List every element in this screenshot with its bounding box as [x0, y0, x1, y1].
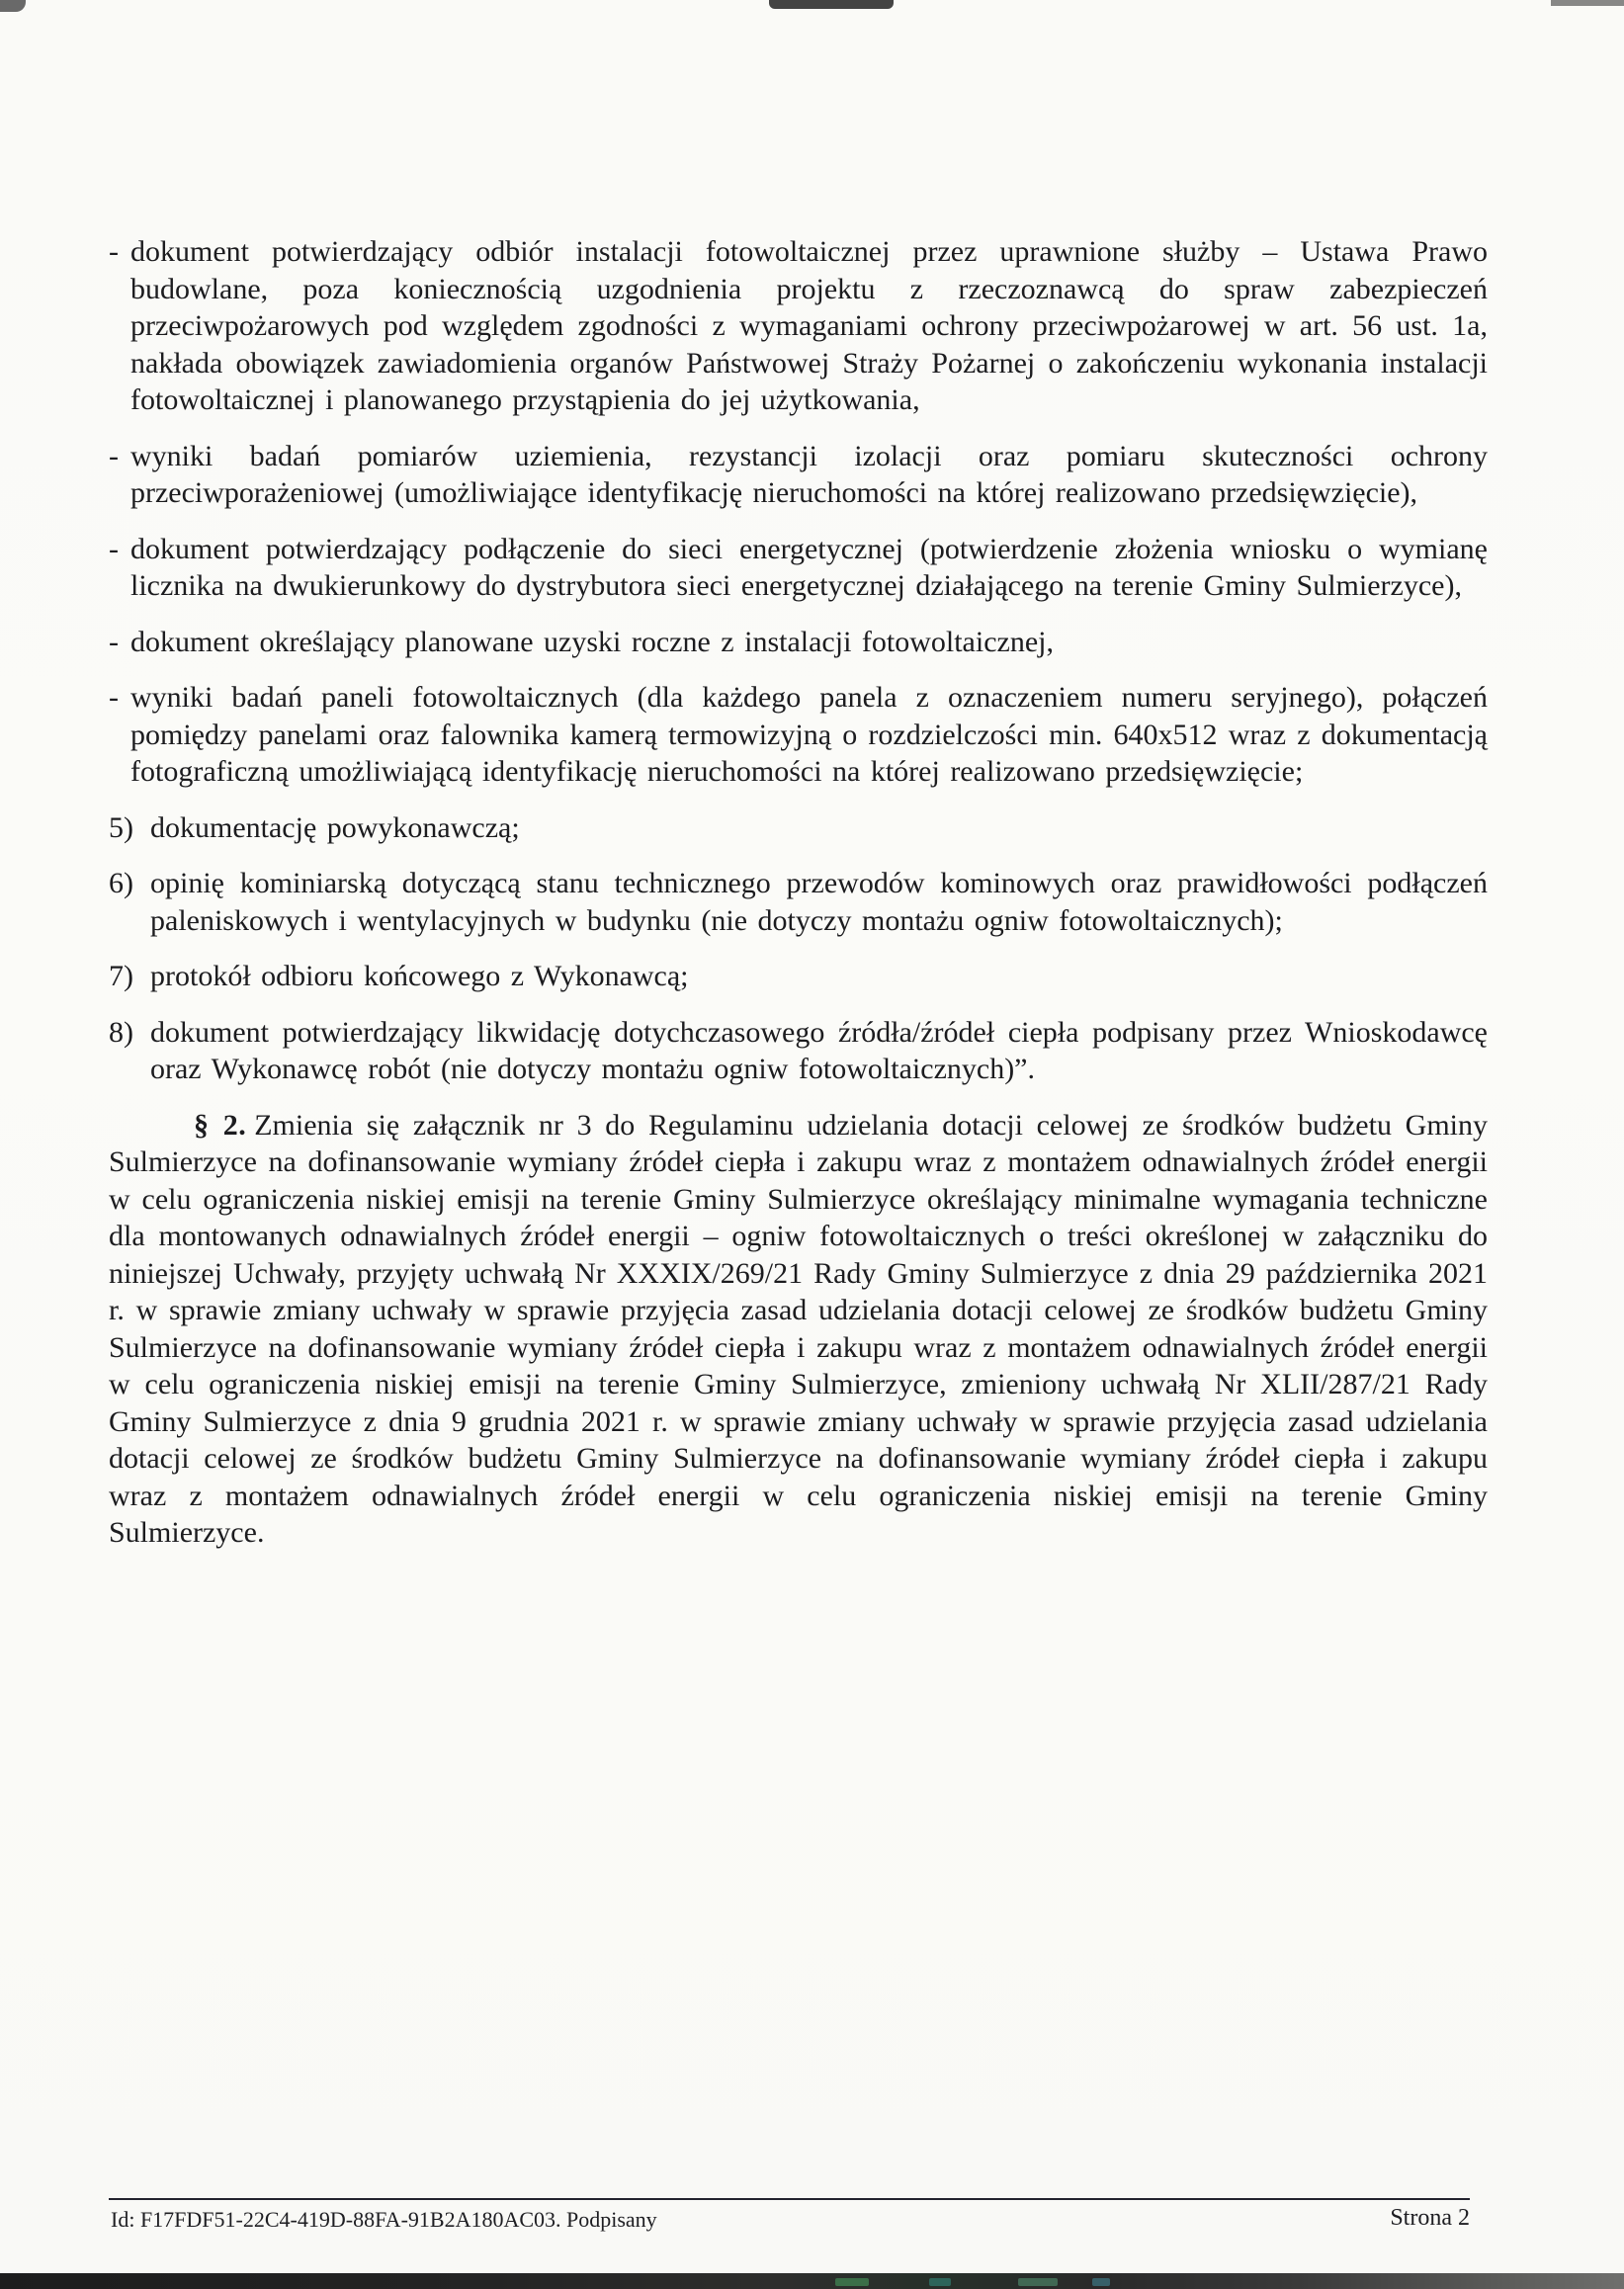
- list-item-numbered: [109, 958, 1488, 995]
- dash-marker: -: [109, 235, 119, 268]
- list-item-dash: [109, 531, 1488, 605]
- footer-document-id: Id: F17FDF51-22C4-419D-88FA-91B2A180AC03. Podpisany: [111, 2207, 657, 2232]
- list-item-numbered: [109, 809, 1488, 847]
- scan-noise-speck: [835, 2278, 869, 2286]
- list-item-text: wyniki badań pomiarów uziemienia, rezystancji izolacji oraz pomiaru skuteczności ochrony przeciwporażeniowej (umożliwiające identyfikację nieruchomości na której realizowano przedsięwzięcie),: [130, 439, 1488, 509]
- item-number: 7): [109, 960, 133, 992]
- list-item-text: dokument potwierdzający likwidację dotychczasowego źródła/źródeł ciepła podpisany przez Wnioskodawcę oraz Wykonawcę robót (nie dotyczy montażu ogniw fotowoltaicznych)”.: [150, 1015, 1488, 1085]
- list-item-text: dokumentację powykonawczą;: [150, 810, 520, 844]
- list-item-numbered: [109, 865, 1488, 939]
- scan-noise-speck: [929, 2278, 951, 2286]
- dash-marker: -: [109, 681, 119, 714]
- document-body: [109, 233, 1488, 1570]
- footer-divider: [109, 2198, 1470, 2200]
- dash-marker: -: [109, 625, 119, 658]
- paragraph-section-2: [109, 1107, 1488, 1552]
- item-number: 5): [109, 810, 133, 844]
- scan-noise-speck: [1018, 2278, 1058, 2286]
- section-text: Zmienia się załącznik nr 3 do Regulaminu udzielania dotacji celowej ze środków budżetu Gminy Sulmierzyce na dofinansowanie wymiany źródeł ciepła i zakupu wraz z montażem odnawialnych źródeł energii w celu ograniczenia niskiej emisji na terenie Gminy Sulmierzyce określający minimalne wymagania techniczne dla montowanych odnawialnych źródeł energii – ogniw fotowoltaicznych o treści określonej w załączniku do niniejszej Uchwały, przyjęty uchwałą Nr XXXIX/269/21 Rady Gminy Sulmierzyce z dnia 29 października 2021 r. w sprawie zmiany uchwały w sprawie przyjęcia zasad udzielania dotacji celowej ze środków budżetu Gminy Sulmierzyce na dofinansowanie wymiany źródeł ciepła i zakupu wraz z montażem odnawialnych źródeł energii w celu ograniczenia niskiej emisji na terenie Gminy Sulmierzyce, zmieniony uchwałą Nr XLII/287/21 Rady Gminy Sulmierzyce z dnia 9 grudnia 2021 r. w sprawie zmiany uchwały w sprawie przyjęcia zasad udzielania dotacji celowej ze środków budżetu Gminy Sulmierzyce na dofinansowanie wymiany źródeł ciepła i zakupu wraz z montażem odnawialnych źródeł energii w celu ograniczenia niskiej emisji na terenie Gminy Sulmierzyce.: [109, 1108, 1489, 1549]
- item-number: 8): [109, 1015, 133, 1049]
- list-item-text: dokument potwierdzający odbiór instalacji fotowoltaicznej przez uprawnione służby – Ustawa Prawo budowlane, poza koniecznością uzgodnienia projektu z rzeczoznawcą do spraw zabezpieczeń przeciwpożarowych pod względem zgodności z wymaganiami ochrony przeciwpożarowej w art. 56 ust. 1a, nakłada obowiązek zawiadomienia organów Państwowej Straży Pożarnej o zakończeniu wykonania instalacji fotowoltaicznej i planowanego przystąpienia do jej użytkowania,: [130, 235, 1488, 416]
- list-item-dash: [109, 233, 1488, 419]
- list-item-text: protokół odbioru końcowego z Wykonawcą;: [150, 960, 689, 992]
- footer-page-number: Strona 2: [1390, 2205, 1470, 2231]
- dash-marker: -: [109, 439, 119, 472]
- list-item-text: opinię kominiarską dotyczącą stanu technicznego przewodów kominowych oraz prawidłowości podłączeń paleniskowych i wentylacyjnych w budynku (nie dotyczy montażu ogniw fotowoltaicznych);: [150, 867, 1488, 937]
- list-item-numbered: [109, 1014, 1488, 1088]
- list-item-dash: [109, 679, 1488, 791]
- list-item-dash: [109, 438, 1488, 512]
- scan-artifact-top-left: [0, 0, 26, 12]
- dash-marker: -: [109, 532, 119, 565]
- list-item-text: wyniki badań paneli fotowoltaicznych (dla każdego panela z oznaczeniem numeru seryjnego), połączeń pomiędzy panelami oraz falownika kamerą termowizyjną o rozdzielczości min. 640x512 wraz z dokumentacją fotograficzną umożliwiającą identyfikację nieruchomości na której realizowano przedsięwzięcie;: [130, 681, 1488, 788]
- scan-noise-speck: [1092, 2278, 1110, 2286]
- item-number: 6): [109, 867, 133, 899]
- section-symbol: § 2.: [194, 1108, 247, 1142]
- scan-artifact-top-center: [769, 0, 894, 9]
- list-item-text: dokument potwierdzający podłączenie do sieci energetycznej (potwierdzenie złożenia wniosku o wymianę licznika na dwukierunkowy do dystrybutora sieci energetycznej działającego na terenie Gminy Sulmierzyce),: [130, 532, 1488, 602]
- scan-artifact-bottom-strip: [0, 2273, 1624, 2289]
- list-item-dash: [109, 624, 1488, 661]
- list-item-text: dokument określający planowane uzyski roczne z instalacji fotowoltaicznej,: [130, 625, 1054, 658]
- scan-artifact-top-right: [1551, 0, 1624, 6]
